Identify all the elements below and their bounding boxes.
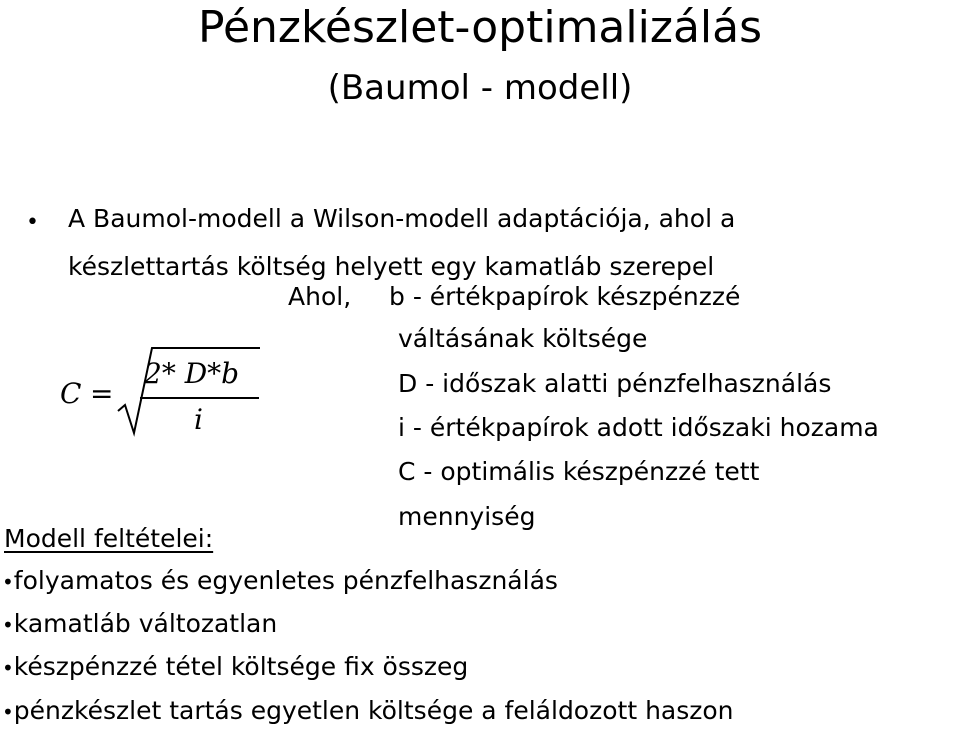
formula-equals: = — [90, 377, 114, 410]
definition-d: D - időszak alatti pénzfelhasználás — [398, 369, 832, 398]
bullet-dot: • — [2, 570, 14, 594]
condition-item — [2, 696, 734, 727]
formula-denominator: i — [194, 403, 203, 436]
condition-item — [2, 652, 468, 683]
definition-c-line-2: mennyiség — [398, 502, 536, 531]
bullet-dot: • — [26, 210, 39, 235]
intro-line-2: készlettartás költség helyett egy kamatláb szerepel — [68, 252, 715, 281]
fraction-bar — [140, 397, 259, 399]
definition-ahol: Ahol, — [288, 282, 352, 311]
condition-item — [2, 566, 558, 597]
condition-text: készpénzzé tétel költsége fix összeg — [13, 652, 469, 681]
bullet-dot: • — [2, 700, 14, 724]
condition-text: pénzkészlet tartás egyetlen költsége a feláldozott haszon — [13, 696, 734, 725]
condition-text: kamatláb változatlan — [13, 609, 278, 638]
formula-lhs: C — [60, 377, 82, 410]
condition-text: folyamatos és egyenletes pénzfelhasználás — [13, 566, 558, 595]
page-subtitle: (Baumol - modell) — [327, 68, 633, 108]
condition-item — [2, 609, 277, 640]
page-title: Pénzkészlet-optimalizálás — [197, 2, 763, 53]
bullet-dot: • — [2, 656, 14, 680]
definition-b-line-1: b - értékpapírok készpénzzé — [389, 282, 741, 311]
intro-line-1: A Baumol-modell a Wilson-modell adaptációja, ahol a — [68, 204, 736, 233]
definition-i: i - értékpapírok adott időszaki hozama — [398, 413, 879, 442]
conditions-heading: Modell feltételei: — [4, 524, 214, 553]
definition-c-line-1: C - optimális készpénzzé tett — [398, 457, 760, 486]
formula-numerator: 2* D*b — [144, 357, 240, 390]
definition-b-line-2: váltásának költsége — [398, 324, 648, 353]
bullet-dot: • — [2, 613, 14, 637]
